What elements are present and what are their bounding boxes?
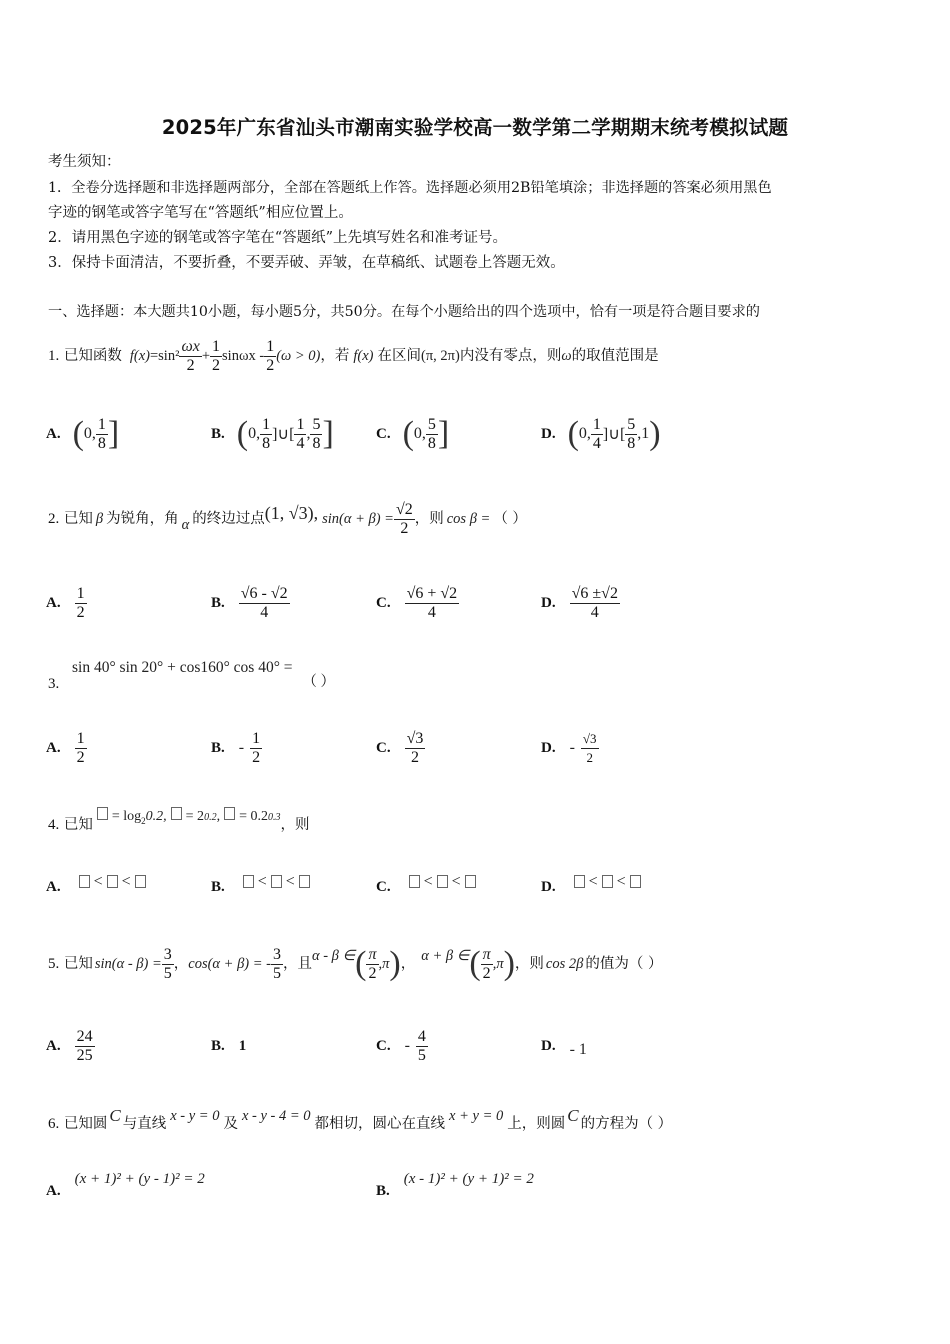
- option-label: B.: [211, 878, 225, 895]
- placeholder-box-icon: [437, 875, 448, 888]
- fraction: $\frac{1}{2}$: [76, 584, 85, 621]
- question-text: 内没有零点，则: [459, 348, 562, 364]
- section-heading: 一、选择题：本大题共10小题，每小题5分，共50分。在每个小题给出的四个选项中，恰有一项是符合题目要求的: [48, 304, 760, 320]
- option-label: A.: [46, 1183, 61, 1199]
- fraction: $\frac{√3}{2}$: [406, 729, 424, 766]
- math-expr: 0.2,: [145, 808, 167, 824]
- option-label: D.: [541, 425, 556, 442]
- question-text: ，则: [514, 956, 544, 972]
- question-text: 的方程为（ ）: [580, 1116, 673, 1132]
- math-expr: = 2: [185, 808, 205, 824]
- math-expr: = 0.2: [239, 808, 268, 824]
- math-expr: cos(α + β) = -: [188, 956, 271, 972]
- placeholder-box-icon: [171, 807, 182, 820]
- question-4: [48, 808, 309, 842]
- option-c[interactable]: C. ( 0, $\frac{5}{8}$ ]: [376, 415, 450, 452]
- placeholder-box-icon: [299, 875, 310, 888]
- option-a[interactable]: A. ( 0, $\frac{1}{8}$ ]: [46, 415, 120, 452]
- question-text: 的取值范围是: [571, 348, 659, 364]
- question-text: 已知函数: [63, 348, 122, 364]
- math-expr: (1, √3),: [264, 503, 319, 523]
- option-b[interactable]: B. ( 0, $\frac{1}{8}$ ]∪[ $\frac{1}{4}$ , $\frac{5}{8}$ ]: [211, 415, 334, 452]
- option-d[interactable]: [541, 1022, 587, 1070]
- fraction: $\frac{3}{5}$: [163, 945, 172, 982]
- option-label: A.: [46, 739, 61, 756]
- fraction: $\frac{√3}{2}$: [582, 730, 597, 765]
- math-expr: = log: [111, 808, 142, 824]
- option-label: C.: [376, 1037, 391, 1054]
- option-label: B.: [211, 425, 225, 442]
- option-label: D.: [541, 594, 556, 611]
- math-expr: cos 2β: [545, 956, 584, 972]
- question-text: 已知: [63, 956, 93, 972]
- math-expr: sinωx -: [222, 348, 265, 364]
- option-label: C.: [376, 594, 391, 611]
- question-number: 6.: [48, 1116, 60, 1132]
- math-expr: x - y = 0: [170, 1108, 220, 1124]
- math-expr: 2: [141, 815, 146, 826]
- math-expr: f(x): [353, 348, 374, 364]
- placeholder-box-icon: [602, 875, 613, 888]
- question-text: 已知圆: [63, 1116, 108, 1132]
- fraction: $\frac{5}{8}$: [312, 415, 321, 452]
- option-a[interactable]: A. < <: [46, 872, 150, 902]
- placeholder-box-icon: [409, 875, 420, 888]
- question-text: 上，则圆: [507, 1116, 566, 1132]
- option-value: - 1: [569, 1041, 587, 1058]
- page-title: 2025年广东省汕头市潮南实验学校高一数学第二学期期末统考模拟试题: [161, 116, 789, 139]
- math-expr: 0,: [578, 425, 591, 442]
- option-d[interactable]: D. ( 0, $\frac{1}{4}$ ]∪[ $\frac{5}{8}$ ,1 ): [541, 415, 661, 452]
- math-expr: ]∪[: [602, 426, 626, 443]
- placeholder-box-icon: [271, 875, 282, 888]
- option-label: B.: [211, 594, 225, 611]
- fraction: $\frac{1}{4}$: [592, 415, 601, 452]
- fraction: $\frac{5}{8}$: [627, 415, 636, 452]
- fraction: $\frac{1}{8}$: [262, 415, 271, 452]
- question-text: ，: [400, 956, 416, 972]
- option-label: D.: [541, 878, 556, 895]
- math-expr: ,π: [492, 956, 504, 972]
- option-label: D.: [541, 1037, 556, 1054]
- math-expr: (ω > 0): [276, 348, 321, 364]
- option-a[interactable]: [46, 1166, 205, 1200]
- option-d[interactable]: [541, 580, 620, 626]
- question-number: 1.: [48, 348, 60, 364]
- option-value: 1: [238, 1037, 247, 1054]
- notice-line-2: 2．请用黑色字迹的钢笔或答字笔在“答题纸”上先填写姓名和准考证号。: [48, 230, 508, 246]
- placeholder-box-icon: [224, 807, 235, 820]
- math-expr: ]∪[: [272, 426, 295, 443]
- option-label: A.: [46, 594, 61, 611]
- option-d[interactable]: [541, 724, 599, 772]
- math-expr: +: [201, 348, 211, 364]
- option-d[interactable]: D. < <: [541, 872, 645, 902]
- math-expr: (x + 1)² + (y - 1)² = 2: [74, 1171, 205, 1187]
- question-text: 已知: [63, 817, 93, 833]
- math-expr: 0.2: [204, 811, 217, 823]
- fraction: $\frac{1}{2}$: [212, 337, 221, 374]
- math-expr: 0,: [83, 425, 96, 442]
- math-expr: f(x): [129, 348, 150, 364]
- option-label: A.: [46, 425, 61, 442]
- fraction: $\frac{5}{8}$: [427, 415, 436, 452]
- math-expr: ω: [561, 348, 572, 364]
- fraction: $\frac{√6 + √2}{4}$: [406, 584, 458, 621]
- question-text: （ ）: [493, 511, 527, 527]
- question-number: 3.: [48, 676, 60, 692]
- question-number: 2.: [48, 511, 60, 527]
- math-expr: β: [95, 511, 104, 527]
- placeholder-box-icon: [97, 807, 108, 820]
- math-expr: sin(α + β) =: [322, 511, 394, 527]
- notice-line-1a: 1．全卷分选择题和非选择题两部分，全部在答题纸上作答。选择题必须用2B铅笔填涂；非选择题的答案必须用黑色: [48, 180, 772, 196]
- question-number: 5.: [48, 956, 60, 972]
- option-b[interactable]: [376, 1166, 534, 1200]
- option-label: A.: [46, 1037, 61, 1054]
- placeholder-box-icon: [465, 875, 476, 888]
- option-c[interactable]: [376, 724, 425, 772]
- fraction: $\frac{√2}{2}$: [395, 500, 413, 537]
- math-expr: -: [569, 739, 575, 756]
- question-text: 在区间: [377, 348, 422, 364]
- fraction: $\frac{1}{2}$: [76, 729, 85, 766]
- question-text: 与直线: [122, 1116, 167, 1132]
- option-c[interactable]: C. < <: [376, 872, 480, 902]
- option-label: C.: [376, 425, 391, 442]
- math-expr: (π, 2π): [421, 348, 460, 364]
- question-3-expr-row: [48, 658, 336, 690]
- fraction: $\frac{√6 \pm√2}{4}$: [571, 584, 618, 621]
- fraction: $\frac{√6 - √2}{4}$: [240, 584, 288, 621]
- fraction: $\frac{1}{2}$: [266, 337, 275, 374]
- option-label: B.: [211, 1037, 225, 1054]
- fraction: $\frac{1}{8}$: [97, 415, 106, 452]
- math-expr: 0.3: [267, 811, 281, 823]
- option-label: B.: [376, 1183, 390, 1199]
- question-text: ，则: [280, 817, 310, 833]
- question-text: 为锐角，角: [106, 511, 179, 527]
- math-expr: -: [404, 1037, 410, 1054]
- math-expr: 0,: [413, 425, 426, 442]
- math-expr: 0,: [248, 425, 261, 442]
- math-expr: α + β ∈: [421, 948, 470, 964]
- placeholder-box-icon: [135, 875, 146, 888]
- option-a[interactable]: [46, 1022, 95, 1070]
- notice-heading: 考生须知：: [48, 154, 121, 170]
- option-b[interactable]: [211, 580, 290, 626]
- math-expr: α - β ∈: [311, 948, 356, 964]
- placeholder-box-icon: [630, 875, 641, 888]
- option-label: B.: [211, 739, 225, 756]
- fraction: $\frac{\pi}{2}$: [368, 945, 377, 982]
- math-expr: sin 40° sin 20° + cos160° cos 40° =: [72, 659, 293, 676]
- option-a[interactable]: [46, 580, 87, 626]
- question-2: [48, 496, 527, 542]
- question-6: [48, 1104, 672, 1144]
- math-expr: (x - 1)² + (y + 1)² = 2: [403, 1171, 534, 1187]
- math-expr: ,1: [637, 425, 650, 442]
- math-expr: -: [238, 739, 245, 756]
- fraction: $\frac{\pi}{2}$: [482, 945, 491, 982]
- option-b[interactable]: B. < <: [211, 872, 314, 902]
- placeholder-box-icon: [574, 875, 585, 888]
- question-1: [48, 334, 659, 378]
- option-b[interactable]: [211, 1022, 246, 1070]
- question-text: （ ）: [302, 674, 336, 690]
- question-text: 的终边过点: [192, 511, 265, 527]
- option-label: A.: [46, 878, 61, 895]
- question-number: 4.: [48, 817, 60, 833]
- question-text: 已知: [63, 511, 93, 527]
- question-text: ，: [173, 956, 189, 972]
- placeholder-box-icon: [107, 875, 118, 888]
- fraction: $\frac{1}{2}$: [252, 729, 261, 766]
- math-expr: cos β =: [446, 511, 491, 527]
- math-expr: ,: [216, 808, 221, 824]
- question-text: ，则: [414, 511, 444, 527]
- notice-line-3: 3．保持卡面清洁，不要折叠，不要弄破、弄皱，在草稿纸、试题卷上答题无效。: [48, 255, 565, 271]
- option-a[interactable]: [46, 724, 87, 772]
- fraction: $\frac{3}{5}$: [272, 945, 281, 982]
- option-b[interactable]: [211, 724, 262, 772]
- option-label: C.: [376, 739, 391, 756]
- notice-line-1b: 字迹的钢笔或答字笔写在“答题纸”相应位置上。: [48, 205, 353, 221]
- question-text: 的值为（ ）: [585, 956, 663, 972]
- math-expr: C: [567, 1106, 579, 1125]
- question-text: 及: [223, 1116, 238, 1132]
- fraction: $\frac{\omega x}{2}$: [181, 337, 200, 374]
- fraction: $\frac{24}{25}$: [76, 1027, 93, 1064]
- placeholder-box-icon: [243, 875, 254, 888]
- option-c[interactable]: [376, 580, 459, 626]
- math-expr: C: [109, 1106, 121, 1125]
- question-text: ，且: [282, 956, 312, 972]
- math-expr: =sin²: [149, 348, 180, 364]
- fraction: $\frac{4}{5}$: [417, 1027, 426, 1064]
- option-label: D.: [541, 739, 556, 756]
- option-label: C.: [376, 878, 391, 895]
- fraction: $\frac{1}{4}$: [296, 415, 305, 452]
- question-5: 5. 已知 sin(α - β) = $\frac{3}{5}$ ， cos(α + β) = - $\frac{3}{5}$ ，且 α - β ∈ ( $\frac{\pi}{2}$ ,π ) ， α + β ∈ ( $\frac{\pi}{2}$ ,π ) ，则 cos 2β 的值为（ ）: [48, 945, 663, 982]
- math-expr: sin(α - β) =: [94, 956, 162, 972]
- math-expr: ,π: [378, 956, 390, 972]
- option-c[interactable]: [376, 1022, 428, 1070]
- question-text: ，若: [320, 348, 350, 364]
- math-expr: x - y - 4 = 0: [241, 1108, 311, 1124]
- placeholder-box-icon: [79, 875, 90, 888]
- math-expr: α: [181, 517, 190, 533]
- math-expr: x + y = 0: [449, 1108, 504, 1124]
- question-text: 都相切，圆心在直线: [314, 1116, 446, 1132]
